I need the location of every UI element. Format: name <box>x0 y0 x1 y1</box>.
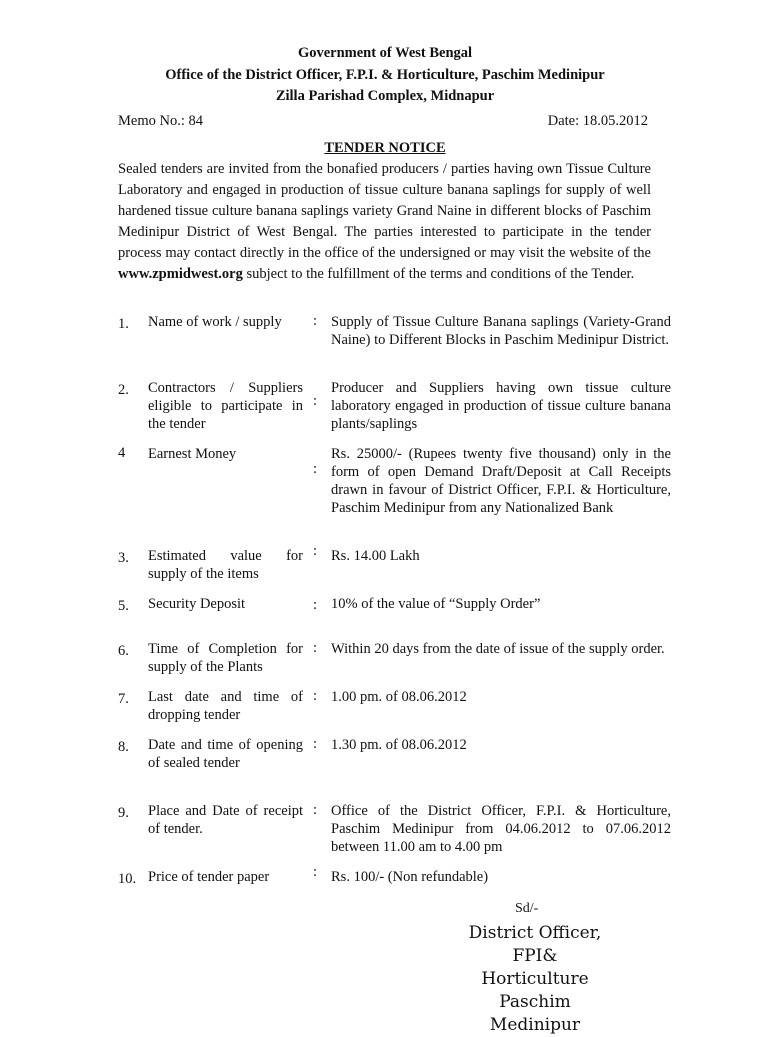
row-label: Price of tender paper <box>148 869 270 885</box>
row-label: Time of Completion for supply of the Plants <box>148 641 303 675</box>
row-number: 6. <box>118 643 129 659</box>
row-colon: : <box>313 640 318 656</box>
row-value: Office of the District Officer, F.P.I. & Horticulture, Paschim Medinipur from 04.06.2012 to 07.06.2012 between 11.00 am to 4.00 pm <box>331 803 671 855</box>
memo-date: Date: 18.05.2012 <box>547 113 648 129</box>
row-label: Date and time of opening of sealed tender <box>148 737 303 771</box>
row-colon: : <box>313 543 318 559</box>
row-number: 10. <box>118 871 137 887</box>
row-number: 4 <box>118 445 126 461</box>
row-label: Name of work / supply <box>148 314 282 330</box>
row-label: Place and Date of receipt of tender. <box>148 803 303 837</box>
row-value: Within 20 days from the date of issue of the supply order. <box>331 641 665 657</box>
signature-district: Paschim Medinipur <box>489 992 581 1035</box>
intro-text-after: subject to the fulfillment of the terms and conditions of the Tender. <box>242 266 635 282</box>
memo-number: Memo No.: 84 <box>118 113 203 129</box>
row-colon: : <box>313 736 318 752</box>
row-value: 10% of the value of “Supply Order” <box>331 596 541 612</box>
signature-department: Horticulture <box>481 969 589 989</box>
row-value: Rs. 14.00 Lakh <box>331 548 420 564</box>
row-colon: : <box>313 864 318 880</box>
row-value: Rs. 100/- (Non refundable) <box>331 869 489 885</box>
row-value: 1.00 pm. of 08.06.2012 <box>331 689 467 705</box>
row-number: 2. <box>118 382 129 398</box>
signature-sd: Sd/- <box>515 901 539 916</box>
row-label: Security Deposit <box>148 596 246 612</box>
header-government: Government of West Bengal <box>297 45 473 61</box>
row-number: 7. <box>118 691 129 707</box>
row-number: 8. <box>118 739 129 755</box>
intro-paragraph <box>118 159 651 285</box>
row-value: Producer and Suppliers having own tissue culture laboratory engaged in production of tissue culture banana plants/saplings <box>331 380 671 432</box>
row-label: Last date and time of dropping tender <box>148 689 303 723</box>
intro-text-before: Sealed tenders are invited from the bonafied producers / parties having own Tissue Culture Laboratory and engaged in production of tissue culture banana saplings for supply of well hardened tissue culture banana saplings variety Grand Naine in different blocks of Paschim Medinipur District of West Bengal. The parties interested to participate in the tender process may contact directly in the office of the undersigned or may visit the website of the <box>118 161 651 261</box>
signature-designation: District Officer, FPI& <box>468 923 602 966</box>
page-title: TENDER NOTICE <box>324 140 446 156</box>
row-number: 9. <box>118 805 129 821</box>
row-number: 5. <box>118 598 129 614</box>
row-colon: : <box>313 313 318 329</box>
header-office: Office of the District Officer, F.P.I. & Horticulture, Paschim Medinipur <box>165 67 605 83</box>
row-label: Contractors / Suppliers eligible to participate in the tender <box>148 380 303 432</box>
row-value: 1.30 pm. of 08.06.2012 <box>331 737 467 753</box>
row-colon: : <box>313 688 318 704</box>
row-colon: : <box>313 461 318 477</box>
signature-block <box>455 922 615 1037</box>
row-value: Rs. 25000/- (Rupees twenty five thousand) only in the form of open Demand Draft/Deposit at Call Receipts drawn in favour of District Officer, F.P.I. & Horticulture, Paschim Medinipur from any Nationalized Bank <box>331 446 671 516</box>
row-colon: : <box>313 597 318 613</box>
row-colon: : <box>313 802 318 818</box>
row-number: 3. <box>118 550 129 566</box>
row-colon: : <box>313 393 318 409</box>
row-number: 1. <box>118 316 129 332</box>
header-address: Zilla Parishad Complex, Midnapur <box>275 88 495 104</box>
row-value: Supply of Tissue Culture Banana saplings (Variety-Grand Naine) to Different Blocks in Paschim Medinipur District. <box>331 314 671 348</box>
row-label: Earnest Money <box>148 446 237 462</box>
website-link[interactable]: www.zpmidwest.org <box>118 266 243 282</box>
row-label: Estimated value for supply of the items <box>148 548 303 582</box>
